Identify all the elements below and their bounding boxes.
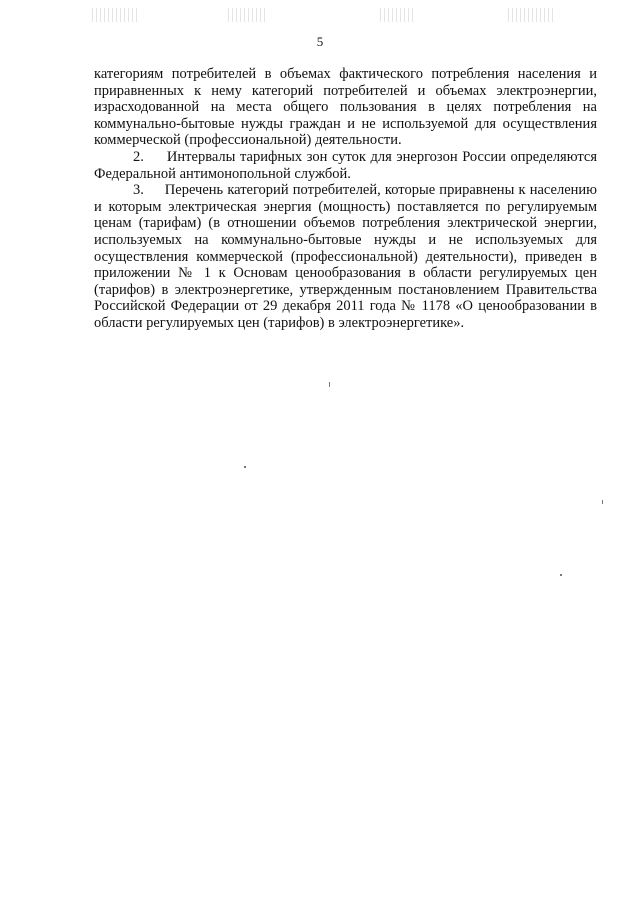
scan-noise-top-3	[380, 8, 416, 22]
paragraph-3: 3. Перечень категорий потребителей, которые приравнены к населению и которым электрическая энергия (мощность) поставляется по регулируемым ценам (тарифам) (в отношении объемов потребления электрической энергии, используемых на коммунально-бытовые нужды и не используемых для осуществления коммерческой (профессиональной) деятельности), приведен в приложении № 1 к Основам ценообразования в области регулируемых цен (тарифов) в электроэнергетике, утвержденным постановлением Правительства Российской Федерации от 29 декабря 2011 года № 1178 «О ценообразовании в области регулируемых цен (тарифов) в электроэнергетике».	[94, 182, 597, 331]
scan-noise-top-2	[228, 8, 268, 22]
scan-speck	[602, 500, 603, 504]
scan-noise-top-4	[508, 8, 556, 22]
scan-speck	[560, 574, 562, 576]
document-body	[94, 66, 597, 332]
scan-speck	[329, 382, 330, 387]
scan-noise-top-1	[92, 8, 140, 22]
paragraph-continuation: категориям потребителей в объемах фактического потребления населения и приравненных к нему категорий потребителей и объемах электроэнергии, израсходованной на места общего пользования в целях потребления на коммунально-бытовые нужды граждан и не используемой для осуществления коммерческой (профессиональной) деятельности.	[94, 66, 597, 149]
paragraph-2: 2. Интервалы тарифных зон суток для энергозон России определяются Федеральной антимонопольной службой.	[94, 148, 597, 182]
scan-speck	[244, 466, 246, 468]
page-number: 5	[316, 34, 324, 49]
